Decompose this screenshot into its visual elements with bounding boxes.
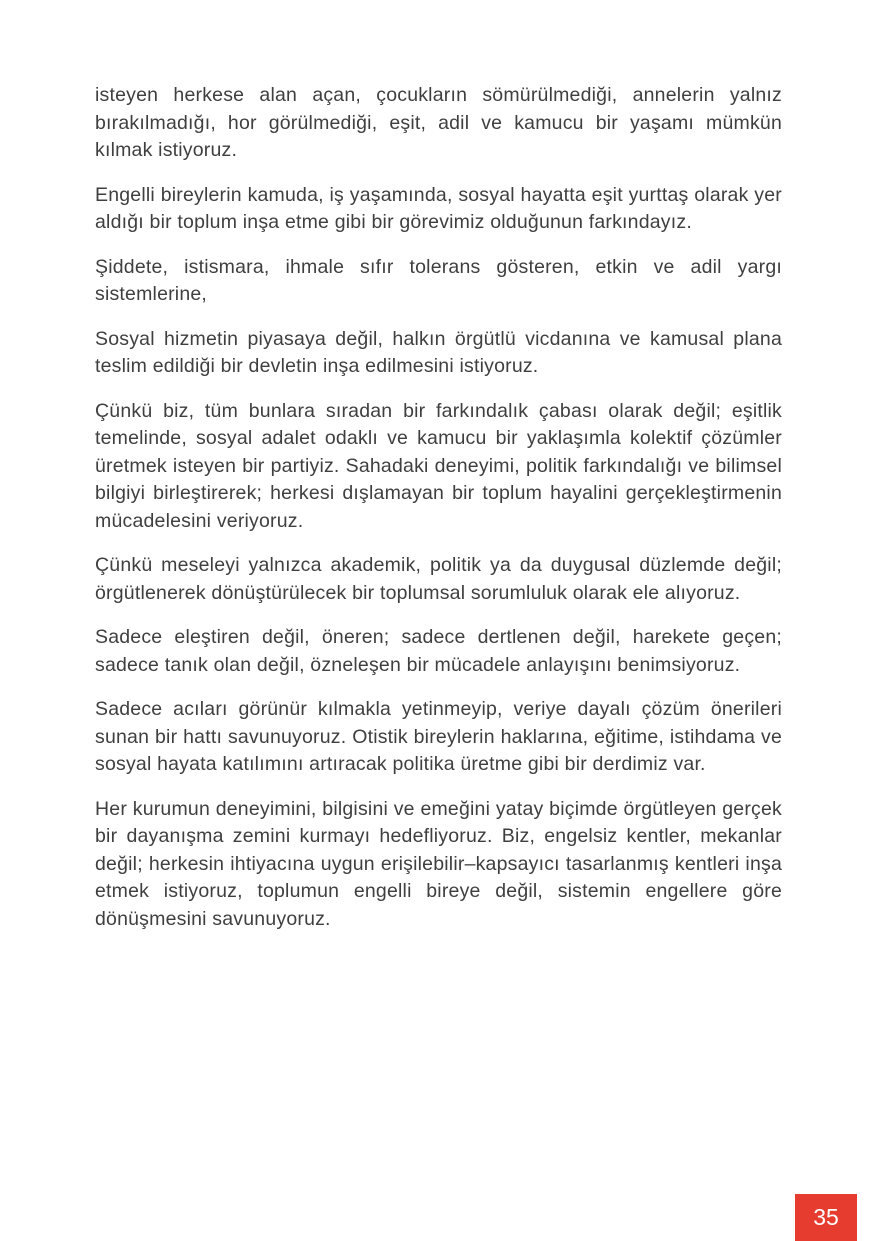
- paragraph: Sadece eleştiren değil, öneren; sadece dertlenen değil, harekete geçen; sadece tanık olan değil, özneleşen bir mücadele anlayışını benimsiyoruz.: [95, 626, 782, 676]
- body-text: [95, 82, 782, 950]
- paragraph: Şiddete, istismara, ihmale sıfır tolerans gösteren, etkin ve adil yargı sistemlerine,: [95, 255, 782, 305]
- paragraph: Engelli bireylerin kamuda, iş yaşamında, sosyal hayatta eşit yurttaş olarak yer aldığı bir toplum inşa etme gibi bir görevimiz olduğunun farkındayız.: [95, 183, 782, 233]
- paragraph: Çünkü biz, tüm bunlara sıradan bir farkındalık çabası olarak değil; eşitlik temelinde, sosyal adalet odaklı ve kamucu bir yaklaşımla kolektif çözümler üretmek isteyen bir partiyiz. Sahadaki deneyimi, politik farkındalığı ve bilimsel bilgiyi birleştirerek; herkesi dışlamayan bir toplum hayalini gerçekleştirmenin mücadelesini veriyoruz.: [95, 399, 782, 532]
- paragraph: Sadece acıları görünür kılmakla yetinmeyip, veriye dayalı çözüm önerileri sunan bir hattı savunuyoruz. Otistik bireylerin haklarına, eğitime, istihdama ve sosyal hayata katılımını artıracak politika üretme gibi bir derdimiz var.: [95, 698, 782, 775]
- paragraph: Her kurumun deneyimini, bilgisini ve emeğini yatay biçimde örgütleyen gerçek bir dayanışma zemini kurmayı hedefliyoruz. Biz, engelsiz kentler, mekanlar değil; herkesin ihtiyacına uygun erişilebilir–kapsayıcı tasarlanmış kentleri inşa etmek istiyoruz, toplumun engelli bireye değil, sistemin engellere göre dönüşmesini savunuyoruz.: [95, 797, 782, 930]
- paragraph: Çünkü meseleyi yalnızca akademik, politik ya da duygusal düzlemde değil; örgütlenerek dönüştürülecek bir toplumsal sorumluluk olarak ele alıyoruz.: [95, 554, 782, 604]
- paragraph: isteyen herkese alan açan, çocukların sömürülmediği, annelerin yalnız bırakılmadığı, hor görülmediği, eşit, adil ve kamucu bir yaşamı mümkün kılmak istiyoruz.: [95, 84, 782, 161]
- page-number-badge: 35: [795, 1194, 857, 1241]
- paragraph: Sosyal hizmetin piyasaya değil, halkın örgütlü vicdanına ve kamusal plana teslim edildiği bir devletin inşa edilmesini istiyoruz.: [95, 327, 782, 377]
